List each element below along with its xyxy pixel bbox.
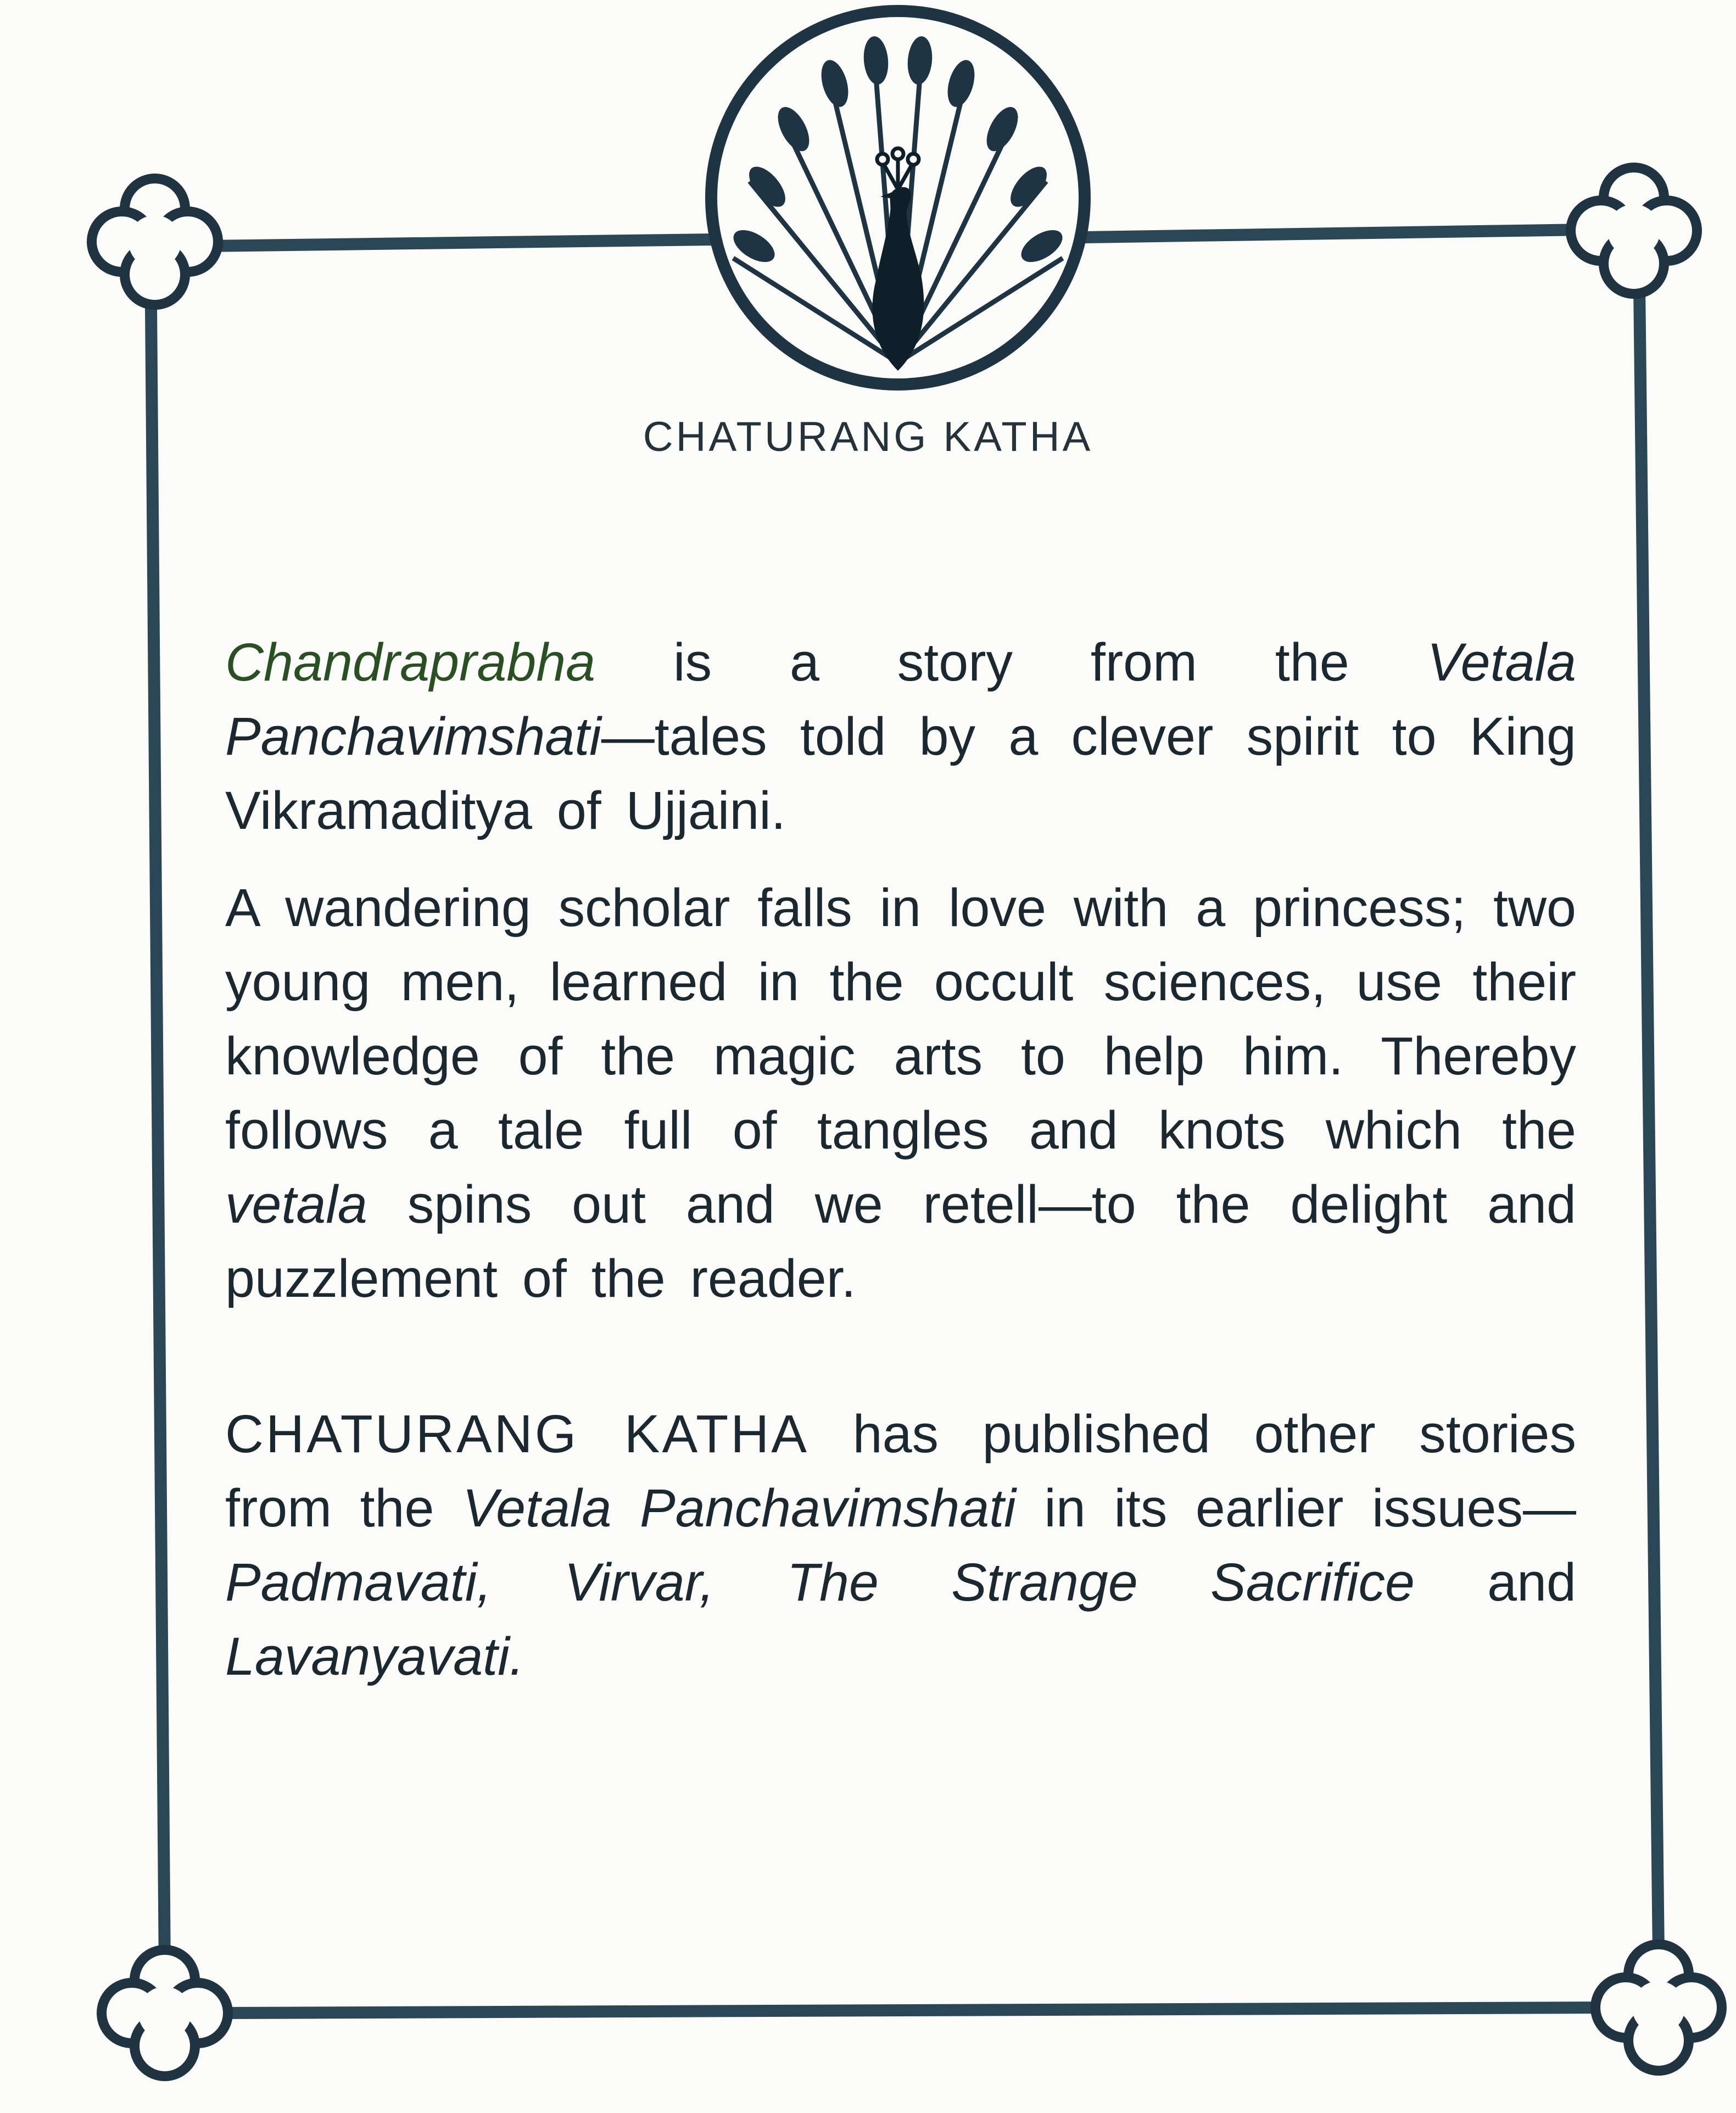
publisher-name: CHATURANG KATHA [225, 1404, 809, 1464]
source-title: Vetala Panchavimshati [225, 632, 1576, 766]
source-title-2: Vetala Panchavimshati [462, 1478, 1016, 1538]
corner-ornament-top-left [92, 179, 218, 305]
paragraph-intro-text-1: is a story from the [595, 632, 1427, 692]
vetala-word: vetala [225, 1174, 367, 1234]
paragraph-summary-text-2: spins out and we retell—to the delight and puzzlement of the reader. [225, 1174, 1576, 1308]
paragraph-intro [225, 625, 1576, 848]
paragraph-summary [225, 871, 1576, 1315]
last-title: Lavanyavati. [225, 1626, 524, 1686]
paragraph-publisher-text-2: in its earlier issues— [1015, 1478, 1576, 1538]
peacock-icon [711, 11, 1085, 384]
paragraph-publisher [225, 1397, 1576, 1693]
paragraph-intro-text-2: —tales told by a clever spirit to King Vikramaditya of Ujjaini. [225, 706, 1576, 840]
paragraph-publisher-text-1: has published other stories from the [225, 1404, 1576, 1538]
earlier-titles: Padmavati, Virvar, The Strange Sacrifice [225, 1552, 1415, 1612]
corner-ornament-top-right [1571, 168, 1697, 294]
corner-ornament-bottom-left [102, 1950, 228, 2076]
paragraph-summary-text-1: A wandering scholar falls in love with a princess; two young men, learned in the occult sciences, use their knowledge of the magic arts to help him. Thereby follows a tale full of tangles and knots which the [225, 878, 1576, 1160]
frame-left-line [151, 308, 165, 1972]
paragraph-publisher-text-3: and [1414, 1552, 1576, 1612]
frame-top-right-line [1085, 230, 1587, 237]
frame-top-left-line [203, 239, 714, 246]
emblem-title: CHATURANG KATHA [643, 414, 1093, 460]
frame-right-line [1639, 286, 1659, 1955]
story-title: Chandraprabha [225, 632, 596, 692]
corner-ornament-bottom-right [1595, 1944, 1722, 2071]
frame-bottom-line [220, 2008, 1609, 2013]
